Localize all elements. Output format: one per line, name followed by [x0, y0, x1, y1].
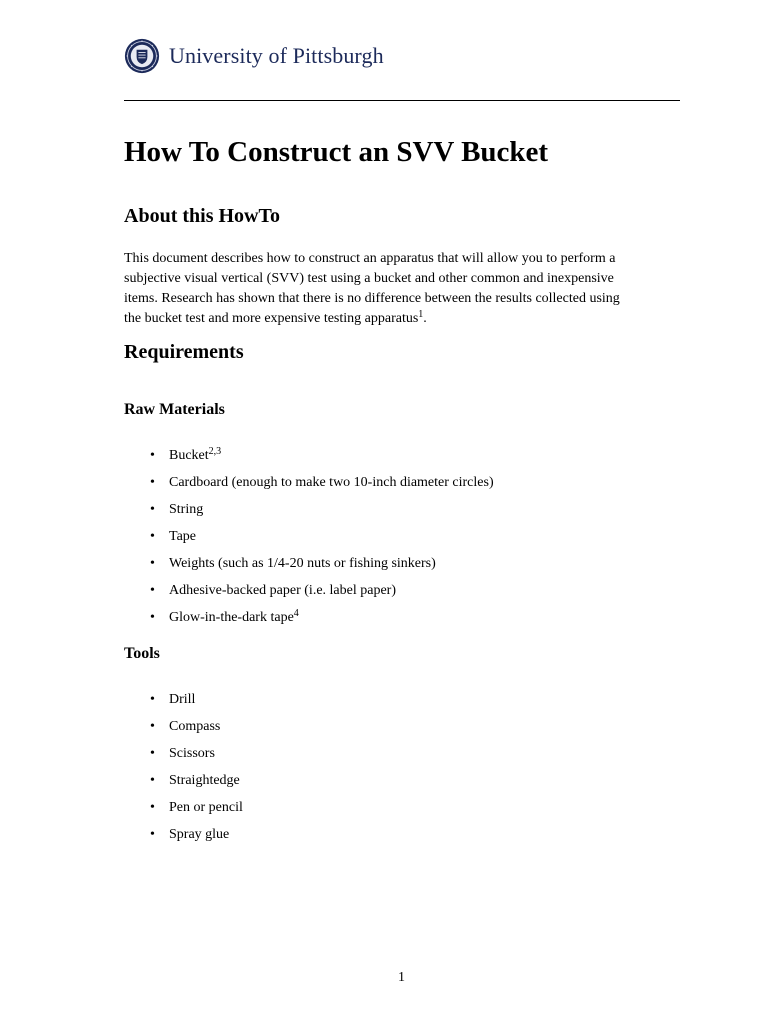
bullet-icon: •: [150, 719, 155, 734]
list-item: [150, 446, 650, 473]
university-name: University of Pittsburgh: [169, 43, 384, 68]
item-text: Straightedge: [169, 773, 240, 788]
list-item: [150, 473, 650, 500]
list-item: [150, 825, 650, 852]
about-line-last: [124, 309, 680, 329]
bullet-icon: •: [150, 692, 155, 707]
tools-list: [150, 690, 650, 852]
bullet-icon: •: [150, 556, 155, 571]
list-item: [150, 581, 650, 608]
item-text: Pen or pencil: [169, 800, 243, 815]
bullet-icon: •: [150, 773, 155, 788]
item-text: Compass: [169, 719, 221, 734]
item-text: Adhesive-backed paper (i.e. label paper): [169, 583, 396, 598]
item-text: Cardboard (enough to make two 10-inch diameter circles): [169, 475, 494, 490]
bullet-icon: •: [150, 583, 155, 598]
item-text: Glow-in-the-dark tape: [169, 610, 294, 625]
about-line: subjective visual vertical (SVV) test using a bucket and other common and inexpensive: [124, 271, 614, 286]
footnote-ref[interactable]: 4: [293, 608, 299, 619]
bullet-icon: •: [150, 800, 155, 815]
list-item: [150, 554, 650, 581]
about-heading: About this HowTo: [124, 205, 280, 227]
bullet-icon: •: [150, 502, 155, 517]
bullet-icon: •: [150, 827, 155, 842]
about-line: items. Research has shown that there is no difference between the results collected using: [124, 291, 620, 306]
bullet-icon: •: [150, 610, 155, 625]
header-divider: [124, 100, 680, 101]
page-number: 1: [398, 970, 405, 985]
item-text: Scissors: [169, 746, 215, 761]
list-item: [150, 608, 650, 635]
bullet-icon: •: [150, 475, 155, 490]
page-header: [124, 36, 384, 76]
university-seal-icon: [124, 38, 160, 74]
page-title: How To Construct an SVV Bucket: [124, 136, 549, 168]
about-line: This document describes how to construct an apparatus that will allow you to perform a: [124, 251, 616, 266]
list-item: [150, 798, 650, 825]
item-text: Tape: [169, 529, 197, 544]
footnote-ref[interactable]: 1: [418, 309, 424, 320]
list-item: [150, 527, 650, 554]
list-item: [150, 771, 650, 798]
item-text: Bucket: [169, 448, 209, 463]
item-text: Drill: [169, 692, 196, 707]
list-item: [150, 690, 650, 717]
end-punct: .: [423, 311, 427, 326]
about-line: the bucket test and more expensive testing apparatus: [124, 311, 419, 326]
tools-heading: Tools: [124, 645, 160, 662]
footnote-ref[interactable]: 2,3: [208, 446, 222, 457]
list-item: [150, 744, 650, 771]
item-text: Spray glue: [169, 827, 230, 842]
about-paragraph: [124, 249, 680, 329]
list-item: [150, 500, 650, 527]
bullet-icon: •: [150, 746, 155, 761]
list-item: [150, 717, 650, 744]
raw-materials-heading: Raw Materials: [124, 401, 225, 418]
bullet-icon: •: [150, 448, 155, 463]
item-text: Weights (such as 1/4-20 nuts or fishing sinkers): [169, 556, 436, 571]
raw-materials-list: [150, 446, 650, 635]
requirements-heading: Requirements: [124, 341, 244, 363]
item-text: String: [169, 502, 204, 517]
bullet-icon: •: [150, 529, 155, 544]
